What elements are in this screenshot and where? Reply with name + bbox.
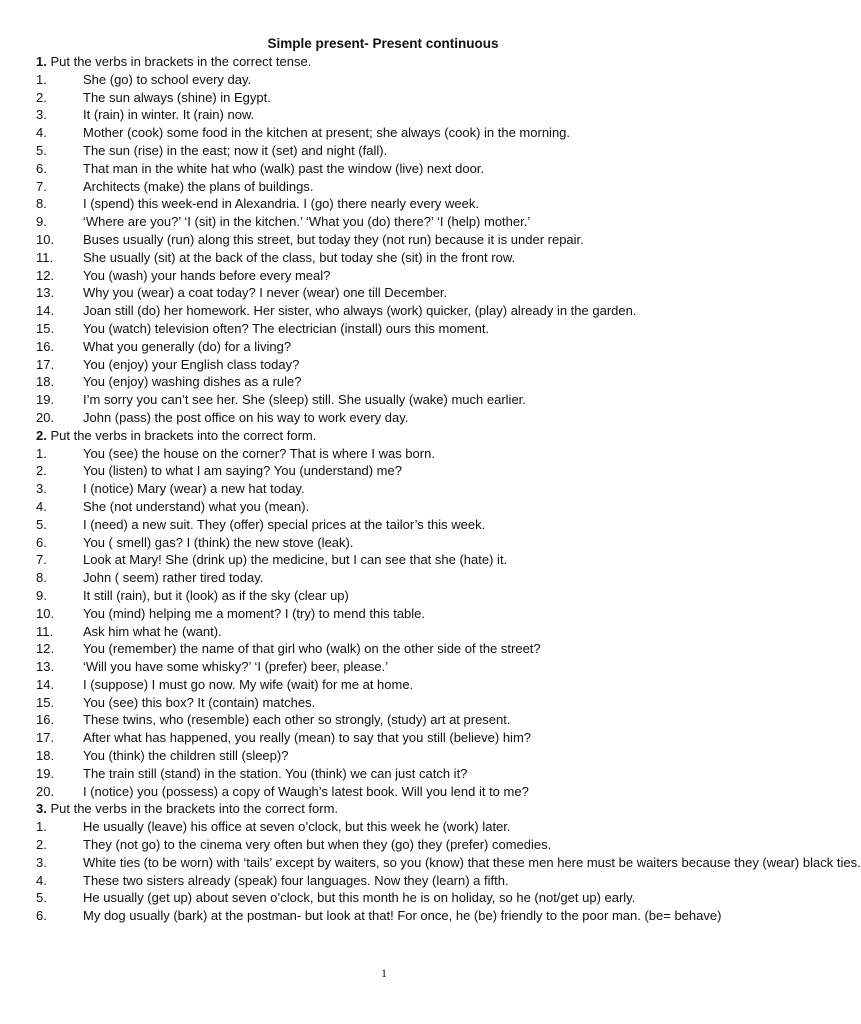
exercise-content bbox=[36, 53, 861, 925]
item-number: 2. bbox=[36, 837, 47, 853]
list-item bbox=[36, 71, 730, 89]
section-instruction: Put the verbs in brackets into the correct form. bbox=[50, 427, 317, 443]
item-number: 9. bbox=[36, 587, 47, 603]
list-item bbox=[36, 249, 730, 267]
item-text: The train still (stand) in the station. You (think) we can just catch it? bbox=[83, 765, 468, 781]
section-heading bbox=[36, 427, 730, 445]
item-text: You (wash) your hands before every meal? bbox=[83, 267, 331, 283]
item-text: ‘Where are you?’ ‘I (sit) in the kitchen.’ ‘What you (do) there?’ ‘I (help) mother.’ bbox=[83, 214, 531, 230]
item-number: 8. bbox=[36, 196, 47, 212]
item-text: It still (rain), but it (look) as if the sky (clear up) bbox=[83, 587, 349, 603]
list-item bbox=[36, 356, 730, 374]
item-text: She (go) to school every day. bbox=[83, 71, 252, 87]
list-item bbox=[36, 729, 730, 747]
item-text: I (spend) this week-end in Alexandria. I (go) there nearly every week. bbox=[83, 196, 479, 212]
item-number: 15. bbox=[36, 320, 55, 336]
item-text: You (enjoy) washing dishes as a rule? bbox=[83, 374, 302, 390]
section-number: 1. bbox=[36, 54, 47, 69]
list-item bbox=[36, 160, 730, 178]
item-number: 14. bbox=[36, 676, 55, 692]
list-item bbox=[36, 783, 730, 801]
item-number: 14. bbox=[36, 303, 55, 319]
list-item bbox=[36, 854, 861, 872]
item-text: Why you (wear) a coat today? I never (wear) one till December. bbox=[83, 285, 448, 301]
list-item bbox=[36, 836, 730, 854]
list-item bbox=[36, 907, 730, 925]
item-text: They (not go) to the cinema very often but when they (go) they (prefer) comedies. bbox=[83, 837, 552, 853]
item-number: 13. bbox=[36, 659, 55, 675]
list-item bbox=[36, 747, 730, 765]
item-text: He usually (leave) his office at seven o’clock, but this week he (work) later. bbox=[83, 819, 511, 835]
list-item bbox=[36, 818, 730, 836]
item-text: John ( seem) rather tired today. bbox=[83, 570, 264, 586]
item-text: I (notice) you (possess) a copy of Waugh’s latest book. Will you lend it to me? bbox=[83, 783, 529, 799]
item-number: 6. bbox=[36, 534, 47, 550]
list-item bbox=[36, 409, 730, 427]
item-text: I (notice) Mary (wear) a new hat today. bbox=[83, 481, 305, 497]
item-number: 11. bbox=[36, 249, 54, 265]
page-title: Simple present- Present continuous bbox=[267, 36, 499, 51]
item-text: I’m sorry you can’t see her. She (sleep) still. She usually (wake) much earlier. bbox=[83, 392, 526, 408]
list-item bbox=[36, 267, 730, 285]
item-text: That man in the white hat who (walk) past the window (live) next door. bbox=[83, 160, 485, 176]
item-number: 19. bbox=[36, 765, 55, 781]
item-text: White ties (to be worn) with ‘tails’ except by waiters, so you (know) that these men here must be waiters because they (wear) black ties. bbox=[83, 854, 861, 870]
list-item bbox=[36, 445, 730, 463]
item-number: 7. bbox=[36, 178, 47, 194]
list-item bbox=[36, 338, 730, 356]
item-number: 7. bbox=[36, 552, 47, 568]
list-item bbox=[36, 551, 730, 569]
list-item bbox=[36, 694, 730, 712]
item-number: 4. bbox=[36, 872, 47, 888]
item-number: 18. bbox=[36, 748, 55, 764]
list-item bbox=[36, 106, 730, 124]
item-number: 3. bbox=[36, 107, 47, 123]
item-number: 4. bbox=[36, 125, 47, 141]
item-number: 5. bbox=[36, 142, 47, 158]
item-number: 5. bbox=[36, 890, 47, 906]
item-text: You (see) this box? It (contain) matches. bbox=[83, 694, 316, 710]
list-item bbox=[36, 195, 730, 213]
item-number: 1. bbox=[36, 71, 47, 87]
list-item bbox=[36, 89, 730, 107]
item-number: 16. bbox=[36, 338, 55, 354]
item-number: 12. bbox=[36, 267, 55, 283]
item-number: 13. bbox=[36, 285, 55, 301]
item-text: Buses usually (run) along this street, but today they (not run) because it is under repair. bbox=[83, 231, 584, 247]
item-text: You ( smell) gas? I (think) the new stove (leak). bbox=[83, 534, 354, 550]
list-item bbox=[36, 124, 730, 142]
item-text: The sun always (shine) in Egypt. bbox=[83, 89, 271, 105]
item-text: You (remember) the name of that girl who (walk) on the other side of the street? bbox=[83, 641, 541, 657]
item-text: He usually (get up) about seven o’clock, but this month he is on holiday, so he (not/get up) early. bbox=[83, 890, 636, 906]
item-text: ‘Will you have some whisky?’ ‘I (prefer) beer, please.’ bbox=[83, 659, 389, 675]
item-number: 8. bbox=[36, 570, 47, 586]
list-item bbox=[36, 676, 730, 694]
item-number: 16. bbox=[36, 712, 55, 728]
section-number: 2. bbox=[36, 427, 47, 443]
section-heading bbox=[36, 53, 730, 71]
list-item bbox=[36, 605, 730, 623]
item-number: 18. bbox=[36, 374, 55, 390]
item-text: These twins, who (resemble) each other so strongly, (study) art at present. bbox=[83, 712, 511, 728]
item-text: My dog usually (bark) at the postman- but look at that! For once, he (be) friendly to the poor man. (be= behave) bbox=[83, 908, 722, 924]
list-item bbox=[36, 391, 730, 409]
item-text: You (think) the children still (sleep)? bbox=[83, 748, 289, 764]
list-item bbox=[36, 480, 730, 498]
list-item bbox=[36, 640, 730, 658]
item-text: She (not understand) what you (mean). bbox=[83, 498, 310, 514]
item-text: It (rain) in winter. It (rain) now. bbox=[83, 107, 255, 123]
item-number: 3. bbox=[36, 481, 47, 497]
section-number: 3. bbox=[36, 801, 47, 817]
item-text: After what has happened, you really (mean) to say that you still (believe) him? bbox=[83, 730, 532, 746]
item-text: You (watch) television often? The electrician (install) ours this moment. bbox=[83, 320, 490, 336]
item-text: Look at Mary! She (drink up) the medicine, but I can see that she (hate) it. bbox=[83, 552, 508, 568]
list-item bbox=[36, 889, 730, 907]
item-number: 6. bbox=[36, 908, 47, 924]
item-number: 1. bbox=[36, 819, 47, 835]
list-item bbox=[36, 302, 730, 320]
item-number: 12. bbox=[36, 641, 55, 657]
item-text: The sun (rise) in the east; now it (set) and night (fall). bbox=[83, 142, 388, 158]
item-number: 17. bbox=[36, 730, 55, 746]
list-item bbox=[36, 765, 730, 783]
item-number: 17. bbox=[36, 356, 55, 372]
section-instruction: Put the verbs in brackets in the correct tense. bbox=[50, 54, 312, 69]
item-number: 3. bbox=[36, 854, 47, 870]
item-number: 9. bbox=[36, 214, 47, 230]
item-number: 20. bbox=[36, 409, 55, 425]
list-item bbox=[36, 711, 730, 729]
item-number: 2. bbox=[36, 89, 47, 105]
item-text: I (need) a new suit. They (offer) special prices at the tailor’s this week. bbox=[83, 516, 486, 532]
list-item bbox=[36, 178, 730, 196]
item-text: She usually (sit) at the back of the class, but today she (sit) in the front row. bbox=[83, 249, 516, 265]
section-instruction: Put the verbs in the brackets into the correct form. bbox=[50, 801, 339, 817]
item-number: 20. bbox=[36, 783, 55, 799]
item-number: 6. bbox=[36, 160, 47, 176]
item-text: Mother (cook) some food in the kitchen at present; she always (cook) in the morning. bbox=[83, 125, 571, 141]
list-item bbox=[36, 284, 730, 302]
list-item bbox=[36, 872, 730, 890]
list-item bbox=[36, 587, 730, 605]
list-item bbox=[36, 213, 730, 231]
section-heading bbox=[36, 800, 730, 818]
item-text: Ask him what he (want). bbox=[83, 623, 222, 639]
item-text: You (listen) to what I am saying? You (understand) me? bbox=[83, 463, 402, 479]
list-item bbox=[36, 373, 730, 391]
item-text: You (see) the house on the corner? That is where I was born. bbox=[83, 445, 435, 461]
item-number: 2. bbox=[36, 463, 47, 479]
item-number: 11. bbox=[36, 623, 54, 639]
item-number: 4. bbox=[36, 498, 47, 514]
item-text: What you generally (do) for a living? bbox=[83, 338, 292, 354]
item-text: I (suppose) I must go now. My wife (wait) for me at home. bbox=[83, 676, 414, 692]
item-number: 1. bbox=[36, 445, 47, 461]
list-item bbox=[36, 623, 730, 641]
item-text: You (mind) helping me a moment? I (try) to mend this table. bbox=[83, 605, 426, 621]
item-text: Architects (make) the plans of buildings. bbox=[83, 178, 314, 194]
item-text: Joan still (do) her homework. Her sister, who always (work) quicker, (play) already in the garden. bbox=[83, 303, 637, 319]
item-number: 19. bbox=[36, 392, 55, 408]
item-number: 5. bbox=[36, 516, 47, 532]
item-text: These two sisters already (speak) four languages. Now they (learn) a fifth. bbox=[83, 872, 509, 888]
list-item bbox=[36, 658, 730, 676]
item-text: John (pass) the post office on his way to work every day. bbox=[83, 409, 409, 425]
item-number: 10. bbox=[36, 605, 55, 621]
list-item bbox=[36, 569, 730, 587]
item-number: 10. bbox=[36, 231, 55, 247]
list-item bbox=[36, 498, 730, 516]
list-item bbox=[36, 142, 730, 160]
list-item bbox=[36, 320, 730, 338]
item-text: You (enjoy) your English class today? bbox=[83, 356, 300, 372]
list-item bbox=[36, 534, 730, 552]
item-number: 15. bbox=[36, 694, 55, 710]
list-item bbox=[36, 462, 730, 480]
page-number: 1 bbox=[381, 966, 387, 980]
list-item bbox=[36, 231, 730, 249]
list-item bbox=[36, 516, 730, 534]
